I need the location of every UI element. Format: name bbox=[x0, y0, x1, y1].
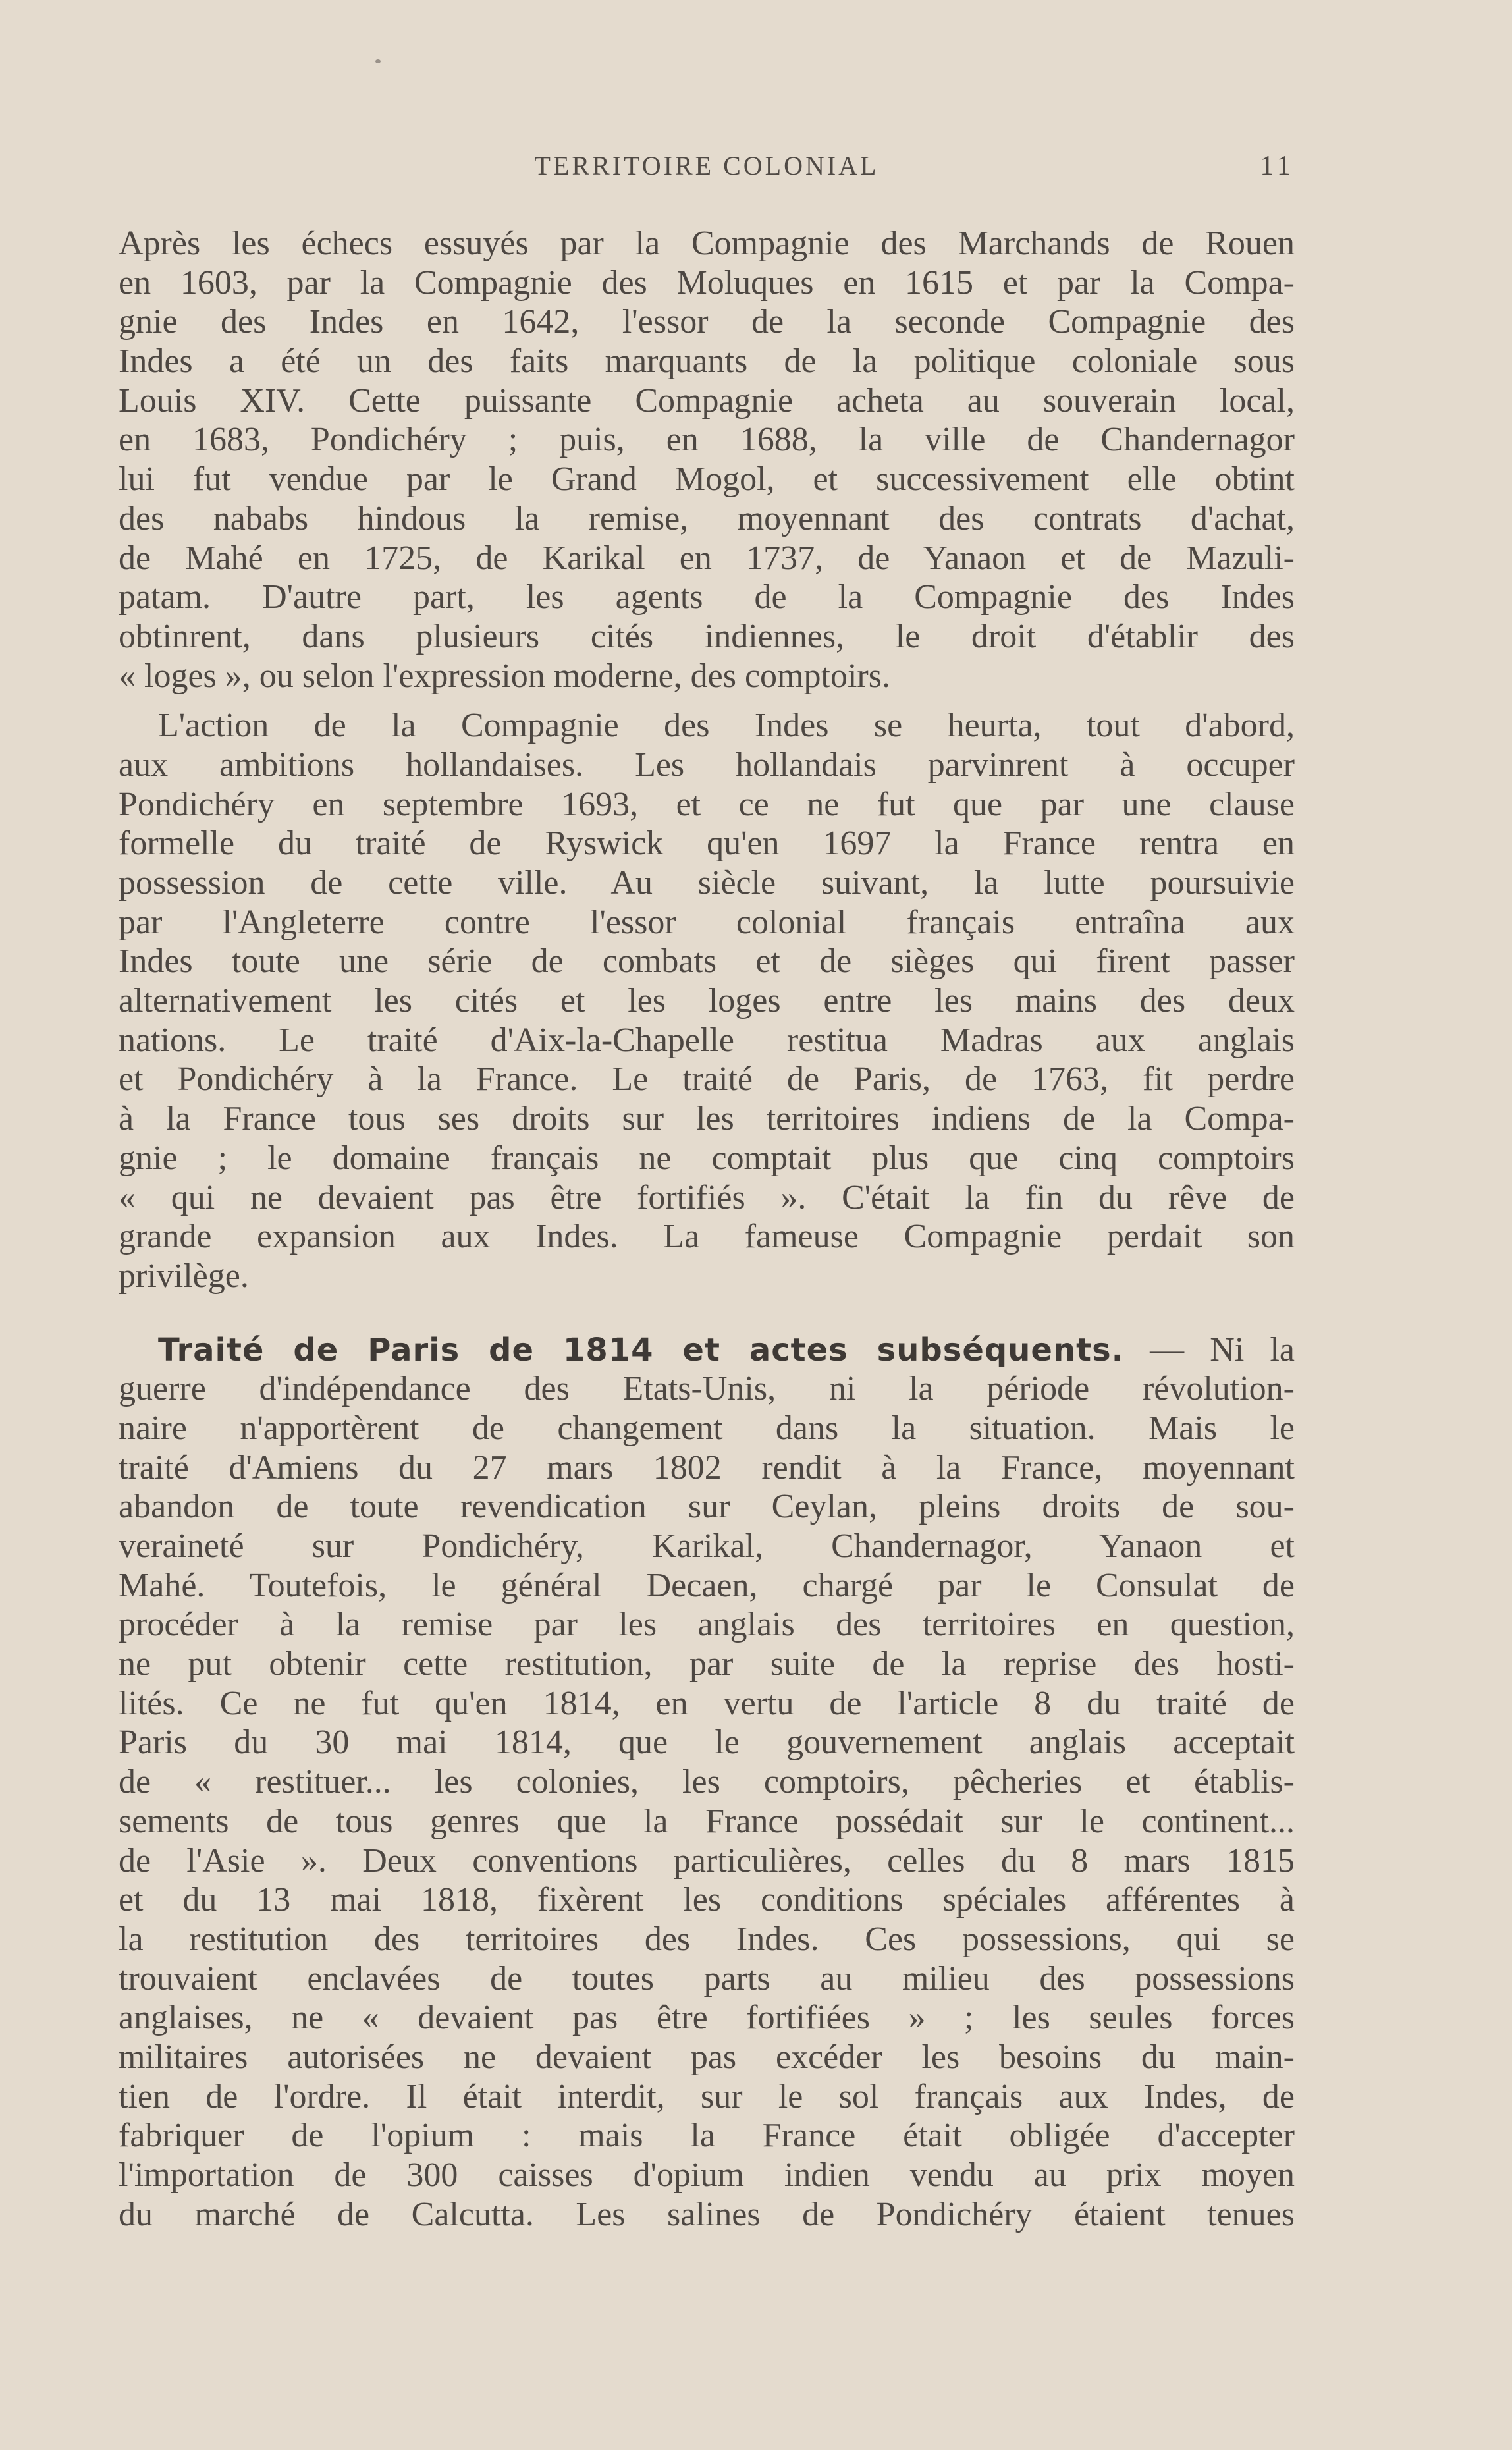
text-line: « loges », ou selon l'expression moderne, des comptoirs. bbox=[119, 657, 890, 695]
text-line: lités. Ce ne fut qu'en 1814, en vertu de l'article 8 du traité de bbox=[119, 1684, 1295, 1722]
text-line: en 1683, Pondichéry ; puis, en 1688, la ville de Chandernagor bbox=[119, 421, 1295, 459]
text-line: la restitution des territoires des Indes. Ces possessions, qui se bbox=[119, 1920, 1295, 1958]
body-text bbox=[119, 224, 1295, 2234]
text-line: Pondichéry en septembre 1693, et ce ne fut que par une clause bbox=[119, 785, 1295, 823]
text-line: de l'Asie ». Deux conventions particulières, celles du 8 mars 1815 bbox=[119, 1841, 1295, 1880]
text-line: grande expansion aux Indes. La fameuse Compagnie perdait son bbox=[119, 1218, 1295, 1256]
text-line: anglaises, ne « devaient pas être fortifiées » ; les seules forces bbox=[119, 1999, 1295, 2037]
text-line: nations. Le traité d'Aix-la-Chapelle restitua Madras aux anglais bbox=[119, 1021, 1295, 1059]
text-line: fabriquer de l'opium : mais la France était obligée d'accepter bbox=[119, 2117, 1295, 2155]
text-line: L'action de la Compagnie des Indes se heurta, tout d'abord, bbox=[158, 707, 1295, 745]
text-line: traité d'Amiens du 27 mars 1802 rendit à la France, moyennant bbox=[119, 1448, 1295, 1486]
text-line: du marché de Calcutta. Les salines de Pondichéry étaient tenues bbox=[119, 2195, 1295, 2233]
text-line: tien de l'ordre. Il était interdit, sur le sol français aux Indes, de bbox=[119, 2077, 1295, 2115]
text-line: lui fut vendue par le Grand Mogol, et successivement elle obtint bbox=[119, 460, 1295, 499]
text-line: Indes a été un des faits marquants de la politique coloniale sous bbox=[119, 342, 1295, 381]
text-line: de Mahé en 1725, de Karikal en 1737, de Yanaon et de Mazuli- bbox=[119, 539, 1295, 577]
text-line: sements de tous genres que la France possédait sur le continent... bbox=[119, 1802, 1295, 1840]
text-line: privilège. bbox=[119, 1257, 249, 1295]
section-heading-line bbox=[119, 1330, 1295, 1370]
text-line: ne put obtenir cette restitution, par suite de la reprise des hosti- bbox=[119, 1645, 1295, 1683]
text-line: gnie ; le domaine français ne comptait plus que cinq comptoirs bbox=[119, 1139, 1295, 1177]
paragraph-3 bbox=[119, 1330, 1295, 2235]
text-line: militaires autorisées ne devaient pas excéder les besoins du main- bbox=[119, 2038, 1295, 2076]
text-line: à la France tous ses droits sur les territoires indiens de la Compa- bbox=[119, 1100, 1295, 1138]
page-header bbox=[119, 150, 1295, 190]
text-line: Après les échecs essuyés par la Compagnie des Marchands de Rouen bbox=[119, 225, 1295, 262]
section-gap bbox=[119, 1296, 1295, 1330]
text-line: possession de cette ville. Au siècle suivant, la lutte poursuivie bbox=[119, 864, 1295, 902]
text-line: des nababs hindous la remise, moyennant des contrats d'achat, bbox=[119, 499, 1295, 537]
page-number: 11 bbox=[1260, 151, 1295, 181]
running-title: TERRITOIRE COLONIAL bbox=[534, 151, 879, 180]
text-line: naire n'apportèrent de changement dans la situation. Mais le bbox=[119, 1409, 1295, 1447]
text-line: trouvaient enclavées de toutes parts au milieu des possessions bbox=[119, 1959, 1295, 1998]
text-line: en 1603, par la Compagnie des Moluques en 1615 et par la Compa- bbox=[119, 263, 1295, 302]
text-line: guerre d'indépendance des Etats-Unis, ni la période révolution- bbox=[119, 1370, 1295, 1408]
text-line: Indes toute une série de combats et de sièges qui firent passer bbox=[119, 942, 1295, 981]
paragraph-1 bbox=[119, 224, 1295, 695]
text-line: procéder à la remise par les anglais des territoires en question, bbox=[119, 1606, 1295, 1644]
text-line: patam. D'autre part, les agents de la Compagnie des Indes bbox=[119, 578, 1295, 616]
text-line: obtinrent, dans plusieurs cités indiennes, le droit d'établir des bbox=[119, 617, 1295, 655]
text-line: par l'Angleterre contre l'essor colonial français entraîna aux bbox=[119, 903, 1295, 941]
ink-speck bbox=[375, 59, 381, 63]
text-line: Paris du 30 mai 1814, que le gouvernement anglais acceptait bbox=[119, 1724, 1295, 1762]
text-line: de « restituer... les colonies, les comptoirs, pêcheries et établis- bbox=[119, 1763, 1295, 1801]
paragraph-2 bbox=[119, 706, 1295, 1295]
text-line: l'importation de 300 caisses d'opium indien vendu au prix moyen bbox=[119, 2156, 1295, 2194]
text-line: alternativement les cités et les loges entre les mains des deux bbox=[119, 982, 1295, 1020]
text-line: aux ambitions hollandaises. Les hollandais parvinrent à occuper bbox=[119, 746, 1295, 784]
text-line: et Pondichéry à la France. Le traité de Paris, de 1763, fit perdre bbox=[119, 1060, 1295, 1099]
text-line: gnie des Indes en 1642, l'essor de la seconde Compagnie des bbox=[119, 303, 1295, 341]
section-heading: Traité de Paris de 1814 et actes subséquents. bbox=[158, 1331, 1124, 1369]
paragraph-gap bbox=[119, 695, 1295, 706]
text-line: Mahé. Toutefois, le général Decaen, chargé par le Consulat de bbox=[119, 1566, 1295, 1604]
text-line: Louis XIV. Cette puissante Compagnie acheta au souverain local, bbox=[119, 381, 1295, 420]
text-line: abandon de toute revendication sur Ceylan, pleins droits de sou- bbox=[119, 1488, 1295, 1526]
text-line: et du 13 mai 1818, fixèrent les conditions spéciales afférentes à bbox=[119, 1881, 1295, 1919]
text-line: « qui ne devaient pas être fortifiés ». C'était la fin du rêve de bbox=[119, 1178, 1295, 1216]
text-line: veraineté sur Pondichéry, Karikal, Chandernagor, Yanaon et bbox=[119, 1527, 1295, 1565]
heading-continuation: — Ni la bbox=[1123, 1330, 1295, 1369]
text-line: formelle du traité de Ryswick qu'en 1697 la France rentra en bbox=[119, 825, 1295, 863]
